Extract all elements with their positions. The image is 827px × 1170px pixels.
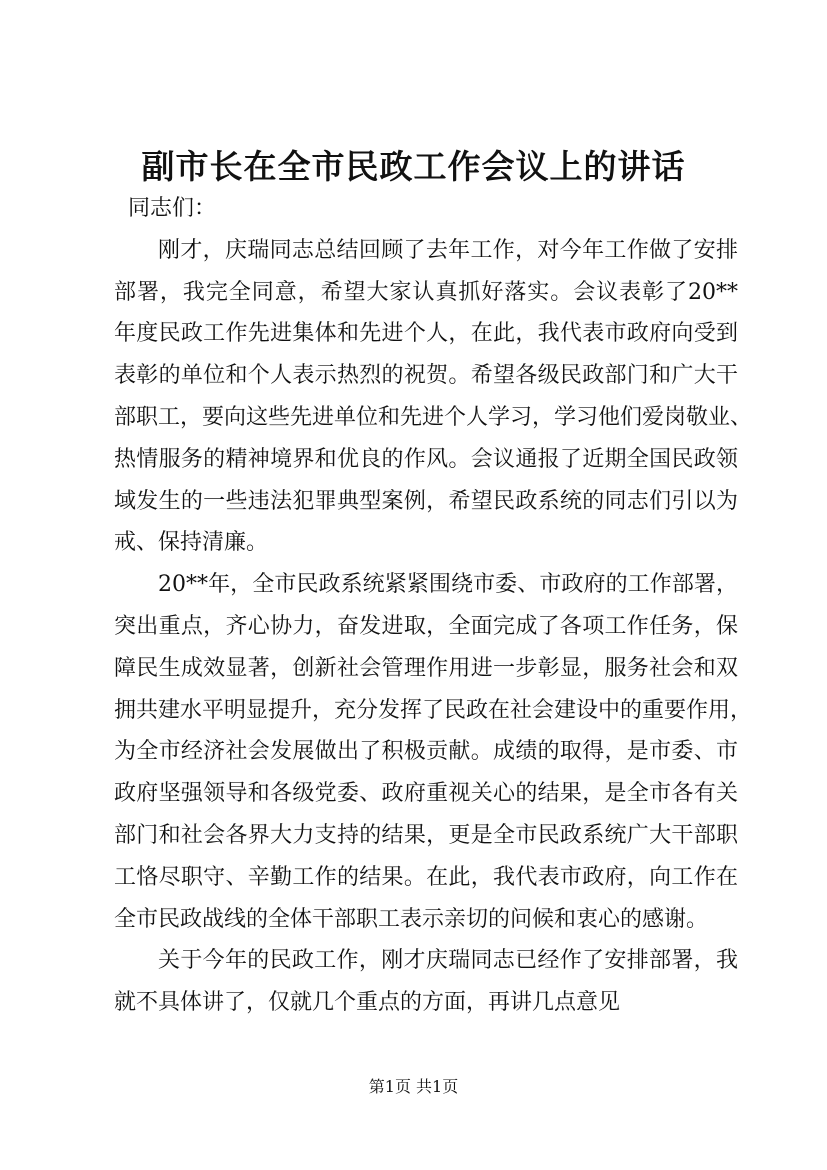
paragraph-line: 就不具体讲了，仅就几个重点的方面，再讲几点意见: [114, 990, 621, 1016]
paragraph-line: 表彰的单位和个人表示热烈的祝贺。希望各级民政部门和广大干: [114, 363, 738, 389]
paragraph-line: 部职工，要向这些先进单位和先进个人学习，学习他们爱岗敬业、: [114, 404, 753, 430]
paragraph-line: 域发生的一些违法犯罪典型案例，希望民政系统的同志们引以为: [114, 488, 738, 514]
document-title: 副市长在全市民政工作会议上的讲话: [141, 147, 686, 186]
paragraph-line: 政府坚强领导和各级党委、政府重视关心的结果，是全市各有关: [114, 781, 738, 807]
paragraph-line: 全市民政战线的全体干部职工表示亲切的问候和衷心的感谢。: [114, 906, 709, 932]
paragraph-line: 部署，我完全同意，希望大家认真抓好落实。会议表彰了20**: [114, 279, 738, 305]
paragraph-line: 为全市经济社会发展做出了积极贡献。成绩的取得，是市委、市: [114, 739, 738, 765]
page-footer: 第1页 共1页: [368, 1077, 459, 1096]
paragraph-1: [114, 230, 753, 564]
paragraph-line: 刚才，庆瑞同志总结回顾了去年工作，对今年工作做了安排: [158, 237, 738, 263]
paragraph-line: 戒、保持清廉。: [114, 530, 269, 556]
paragraph-line: 热情服务的精神境界和优良的作风。会议通报了近期全国民政领: [114, 446, 738, 472]
paragraph-line: 20**年，全市民政系统紧紧围绕市委、市政府的工作部署，: [158, 572, 738, 598]
paragraph-line: 突出重点，齐心协力，奋发进取，全面完成了各项工作任务，保: [114, 613, 738, 639]
paragraph-line: 年度民政工作先进集体和先进个人，在此，我代表市政府向受到: [114, 321, 738, 347]
paragraph-line: 关于今年的民政工作，刚才庆瑞同志已经作了安排部署，我: [158, 948, 738, 974]
paragraph-2: [114, 564, 753, 940]
paragraph-3: [114, 940, 738, 1024]
paragraph-line: 拥共建水平明显提升，充分发挥了民政在社会建设中的重要作用，: [114, 697, 753, 723]
salutation: 同志们：: [128, 196, 217, 221]
paragraph-line: 部门和社会各界大力支持的结果，更是全市民政系统广大干部职: [114, 822, 738, 848]
paragraph-line: 障民生成效显著，创新社会管理作用进一步彰显，服务社会和双: [114, 655, 738, 681]
document-body: [114, 188, 753, 1024]
paragraph-line: 工恪尽职守、辛勤工作的结果。在此，我代表市政府，向工作在: [114, 864, 738, 890]
